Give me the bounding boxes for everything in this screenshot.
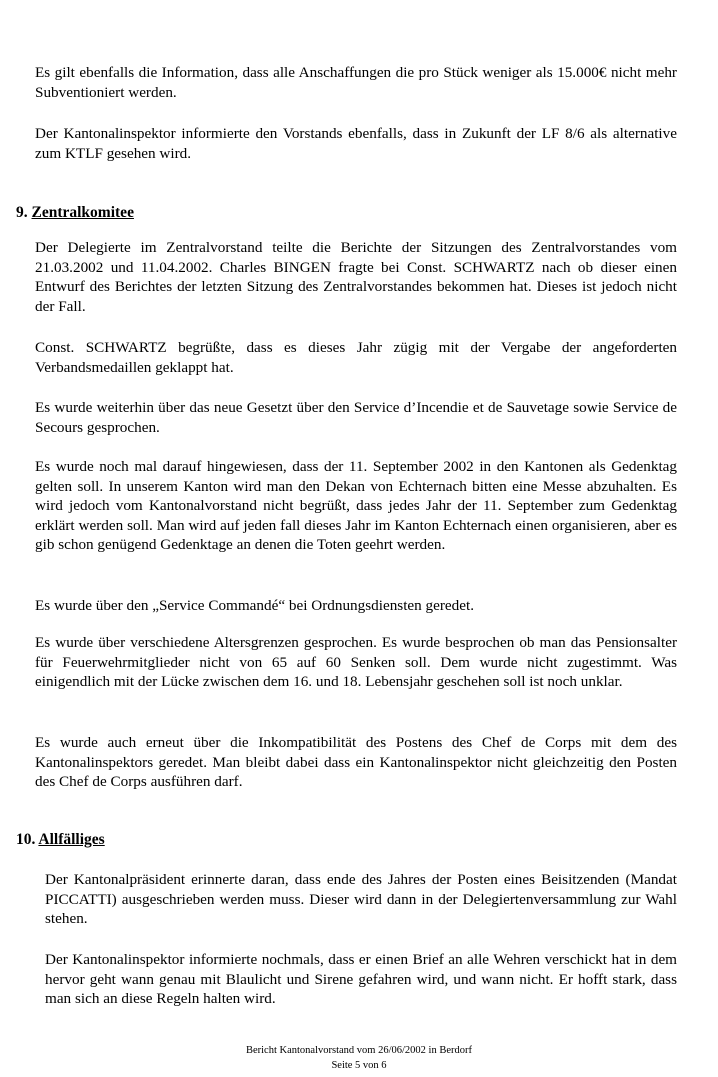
section-9-paragraph-3: Es wurde weiterhin über das neue Gesetzt über den Service d’Incendie et de Sauvetage sowie Service de Secours gesprochen. xyxy=(35,399,677,436)
intro-paragraph-1: Es gilt ebenfalls die Information, dass alle Anschaffungen die pro Stück weniger als 15.000€ nicht mehr Subventioniert werden. xyxy=(35,64,677,101)
section-10-heading xyxy=(16,831,105,849)
section-10-paragraph-2: Der Kantonalinspektor informierte nochmals, dass er einen Brief an alle Wehren verschickt hat in dem hervor geht wann genau mit Blaulicht und Sirene gefahren wird, und wann nicht. Er hofft stark, dass man sich an diese Regeln halten wird. xyxy=(45,951,677,1008)
intro-paragraph-2: Der Kantonalinspektor informierte den Vorstands ebenfalls, dass in Zukunft der LF 8/6 als alternative zum KTLF gesehen wird. xyxy=(35,125,677,162)
section-10-paragraph-1: Der Kantonalpräsident erinnerte daran, dass ende des Jahres der Posten eines Beisitzenden (Mandat PICCATTI) ausgeschrieben werden muss. Dieser wird dann in der Delegiertenversammlung zur Wahl stehen. xyxy=(45,871,677,928)
section-9-paragraph-5: Es wurde über den „Service Commandé“ bei Ordnungsdiensten geredet. xyxy=(35,597,475,614)
section-9-heading xyxy=(16,204,134,222)
section-9-title: Zentralkomitee xyxy=(31,204,134,221)
footer-page-number: Seite 5 von 6 xyxy=(331,1060,387,1071)
footer-report-line: Bericht Kantonalvorstand vom 26/06/2002 in Berdorf xyxy=(245,1045,472,1056)
section-9-paragraph-2: Const. SCHWARTZ begrüßte, dass es dieses Jahr zügig mit der Vergabe der angeforderten Verbandsmedaillen geklappt hat. xyxy=(35,339,677,376)
section-9-paragraph-6: Es wurde über verschiedene Altersgrenzen gesprochen. Es wurde besprochen ob man das Pensionsalter für Feuerwehrmitglieder nicht von 65 auf 60 Senken soll. Dem wurde nicht zugestimmt. Was einigendlich mit der Lücke zwischen dem 16. und 18. Lebensjahr geschehen soll ist noch unklar. xyxy=(35,634,677,691)
section-10-number: 10. xyxy=(16,831,36,848)
section-9-number: 9. xyxy=(16,204,28,221)
section-10-title: Allfälliges xyxy=(38,831,105,848)
section-9-paragraph-7: Es wurde auch erneut über die Inkompatibilität des Postens des Chef de Corps mit dem des Kantonalinspektors geredet. Man bleibt dabei dass ein Kantonalinspektor nicht gleichzeitig den Posten des Chef de Corps ausführen darf. xyxy=(35,734,677,791)
section-9-paragraph-4: Es wurde noch mal darauf hingewiesen, dass der 11. September 2002 in den Kantonen als Gedenktag gelten soll. In unserem Kanton wird man den Dekan von Echternach bitten eine Messe abzuhalten. Es wird jedoch vom Kantonalvorstand nicht begrüßt, dass jedes Jahr der 11. September zum Gedenktag erklärt werden soll. Man wird auf jeden fall dieses Jahr im Kanton Echternach einen organisieren, aber es gib schon genügend Gedenktage an denen die Toten geehrt werden. xyxy=(35,458,677,554)
section-9-paragraph-1: Der Delegierte im Zentralvorstand teilte die Berichte der Sitzungen des Zentralvorstandes vom 21.03.2002 und 11.04.2002. Charles BINGEN fragte bei Const. SCHWARTZ nach ob dieser einen Entwurf des Berichtes der letzten Sitzung des Zentralvorstandes bekommen hat. Dieses ist jedoch nicht der Fall. xyxy=(35,239,677,315)
